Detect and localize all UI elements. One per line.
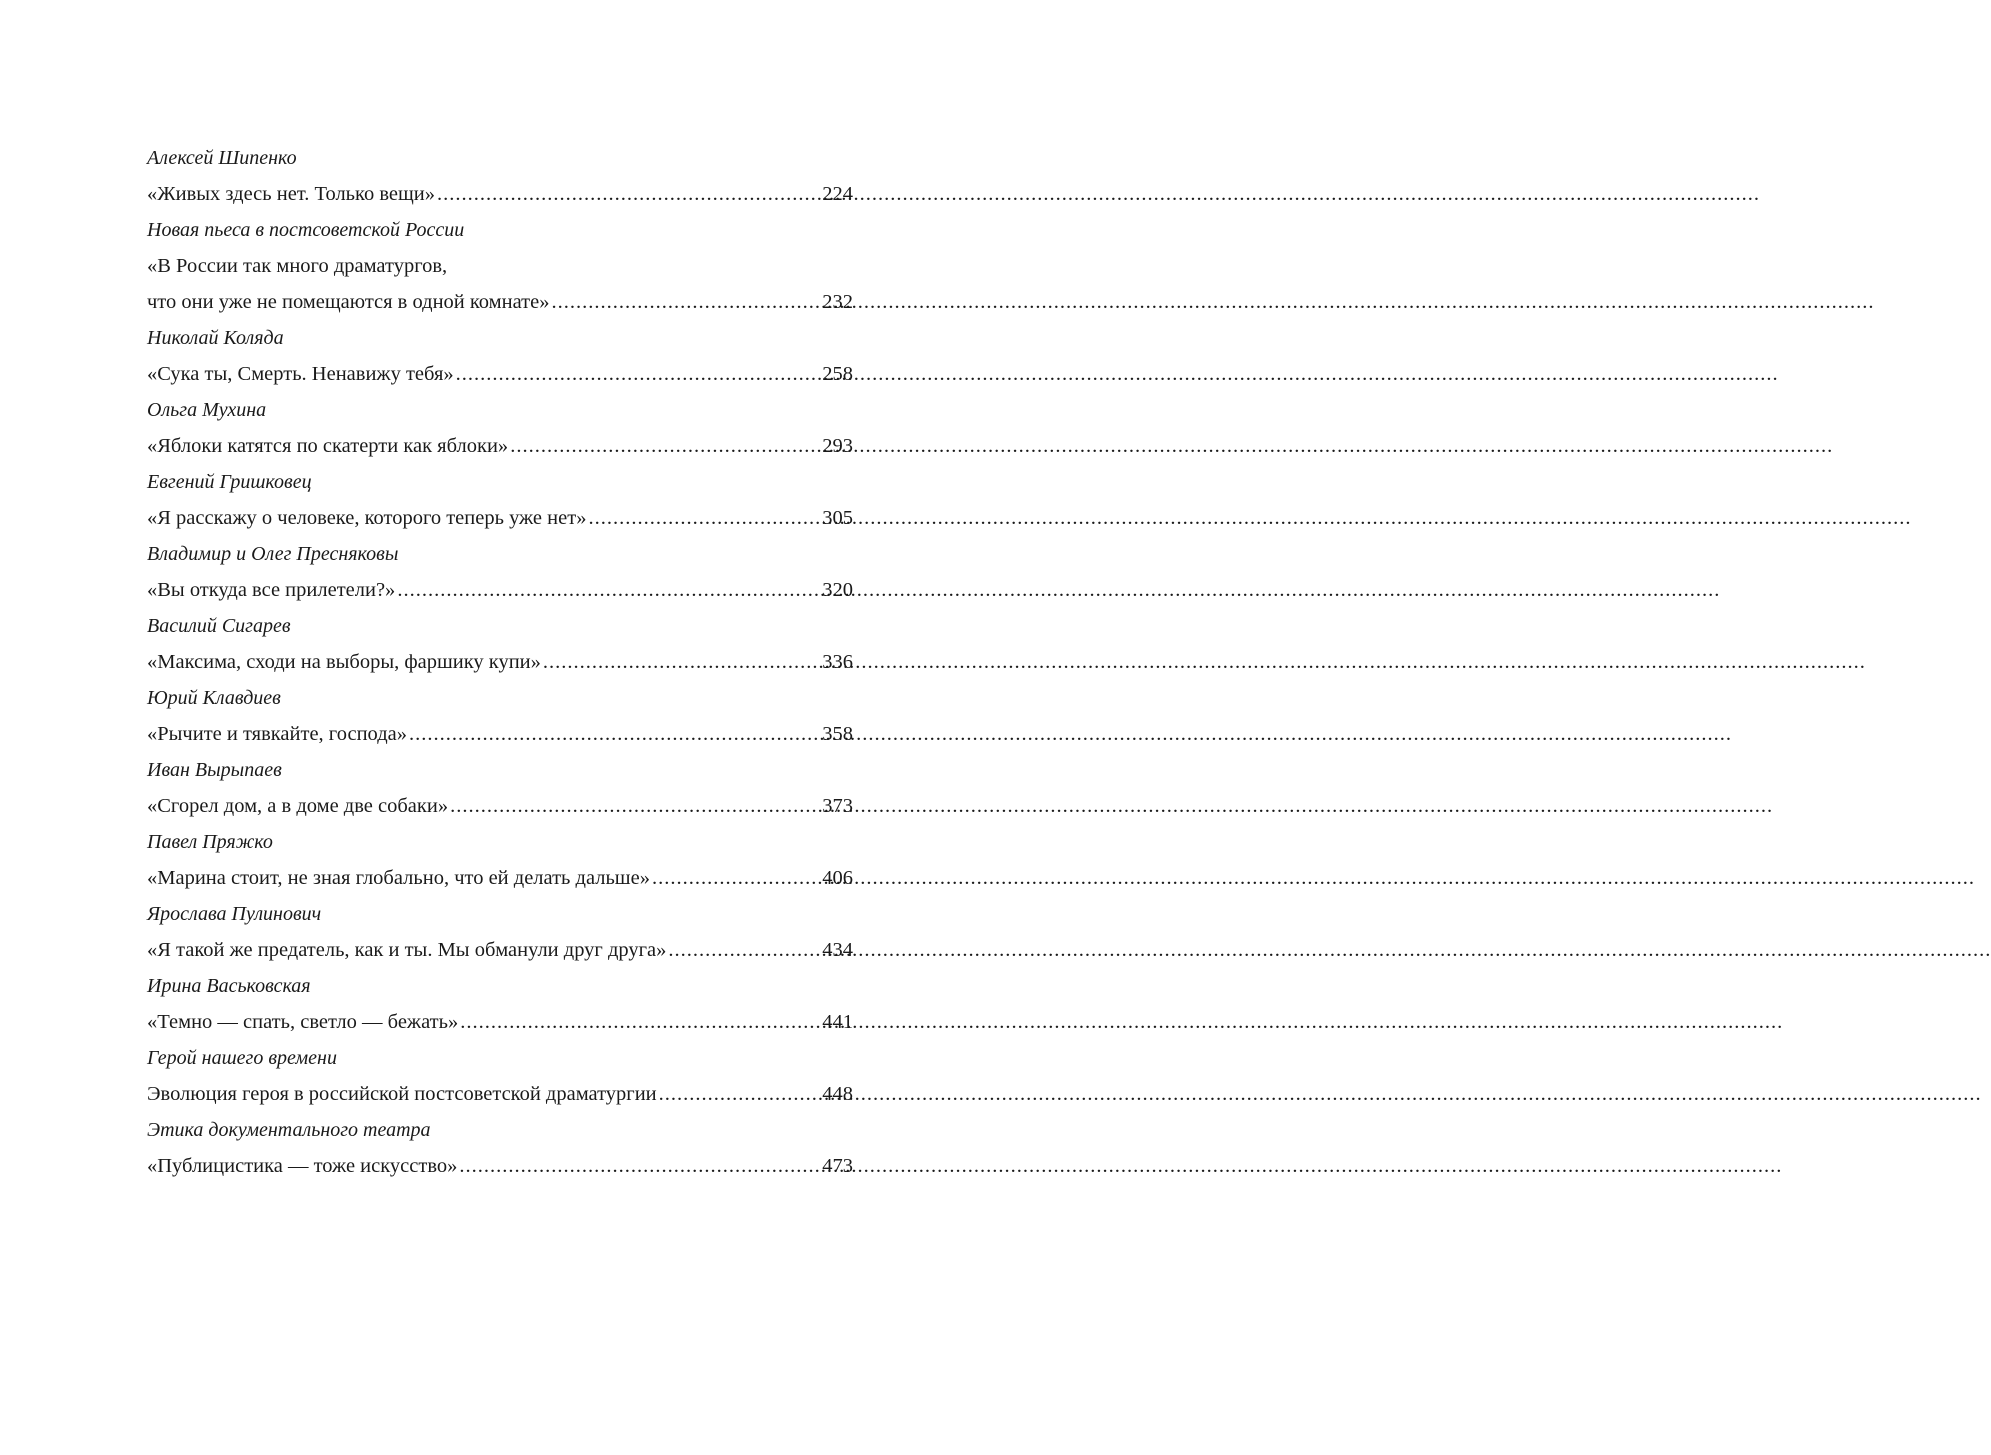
toc-author: Герой нашего времени — [147, 1047, 337, 1069]
toc-title: «Сука ты, Смерть. Ненавижу тебя» — [147, 363, 454, 385]
toc-entry — [147, 320, 853, 392]
toc-page-number: 293 — [822, 435, 853, 457]
toc-entry — [147, 608, 853, 680]
toc-title: «Публицистика — тоже искусство» — [147, 1155, 458, 1177]
toc-title: «Я расскажу о человеке, которого теперь уже нет» — [147, 507, 587, 529]
toc-author: Иван Вырыпаев — [147, 759, 282, 781]
dot-leader — [459, 1148, 820, 1184]
toc-line[interactable] — [147, 248, 853, 284]
toc-entry — [147, 140, 853, 212]
toc-title: «Сгорел дом, а в доме две собаки» — [147, 795, 449, 817]
toc-title: «Марина стоит, не зная глобально, что ей делать дальше» — [147, 867, 650, 889]
dot-leader — [450, 788, 820, 824]
toc-entry — [147, 536, 853, 608]
toc-line[interactable] — [147, 644, 853, 680]
toc-author: Ярослава Пулинович — [147, 903, 322, 925]
toc-line[interactable] — [147, 284, 853, 320]
dot-leader — [397, 572, 820, 608]
toc-author: Ирина Васьковская — [147, 975, 311, 997]
toc-page-number: 441 — [822, 1011, 853, 1033]
toc-line[interactable] — [147, 176, 853, 212]
toc-title: «Темно — спать, светло — бежать» — [147, 1011, 459, 1033]
dot-leader — [460, 1004, 820, 1040]
toc-entry — [147, 824, 853, 896]
toc-title: «Максима, сходи на выборы, фаршику купи» — [147, 651, 541, 673]
dot-leader — [409, 716, 820, 752]
toc-line[interactable] — [147, 500, 853, 536]
toc-line[interactable] — [147, 932, 853, 968]
toc-author: Новая пьеса в постсоветской России — [147, 219, 465, 241]
toc-author: Василий Сигарев — [147, 615, 291, 637]
toc-entry — [147, 392, 853, 464]
toc-line[interactable] — [147, 1004, 853, 1040]
toc-line[interactable] — [147, 1148, 853, 1184]
toc-entry — [147, 968, 853, 1040]
toc-page-number: 406 — [822, 867, 853, 889]
toc-entry — [147, 752, 853, 824]
table-of-contents — [147, 140, 853, 1184]
toc-title: «Я такой же предатель, как и ты. Мы обманули друг друга» — [147, 939, 667, 961]
toc-entry — [147, 1040, 853, 1112]
toc-entry — [147, 212, 853, 320]
dot-leader — [652, 860, 820, 896]
toc-line[interactable] — [147, 716, 853, 752]
toc-title: «Рычите и тявкайте, господа» — [147, 723, 407, 745]
toc-page-number: 434 — [822, 939, 853, 961]
toc-page-number: 358 — [822, 723, 853, 745]
toc-author: Алексей Шипенко — [147, 147, 297, 169]
toc-page-number: 224 — [822, 183, 853, 205]
toc-author: Николай Коляда — [147, 327, 284, 349]
toc-entry — [147, 464, 853, 536]
toc-line[interactable] — [147, 428, 853, 464]
toc-page-number: 473 — [822, 1155, 853, 1177]
toc-line[interactable] — [147, 788, 853, 824]
toc-author: Евгений Гришковец — [147, 471, 312, 493]
toc-page-number: 305 — [822, 507, 853, 529]
dot-leader — [543, 644, 820, 680]
toc-line[interactable] — [147, 860, 853, 896]
toc-entry — [147, 680, 853, 752]
toc-title: что они уже не помещаются в одной комнате» — [147, 291, 550, 313]
toc-page-number: 232 — [822, 291, 853, 313]
toc-title: «В России так много драматургов, — [147, 255, 448, 277]
dot-leader — [659, 1076, 821, 1112]
toc-page-number: 258 — [822, 363, 853, 385]
dot-leader — [668, 932, 820, 968]
toc-line[interactable] — [147, 1076, 853, 1112]
dot-leader — [456, 356, 821, 392]
toc-page-number: 336 — [822, 651, 853, 673]
toc-entry — [147, 896, 853, 968]
dot-leader — [551, 284, 820, 320]
toc-author: Этика документального театра — [147, 1119, 431, 1141]
toc-page-number: 373 — [822, 795, 853, 817]
toc-page-number: 320 — [822, 579, 853, 601]
toc-author: Юрий Клавдиев — [147, 687, 281, 709]
toc-line[interactable] — [147, 572, 853, 608]
toc-line[interactable] — [147, 356, 853, 392]
dot-leader — [510, 428, 820, 464]
toc-title: Эволюция героя в российской постсоветской драматургии — [147, 1083, 657, 1105]
dot-leader — [437, 176, 820, 212]
toc-entry — [147, 1112, 853, 1184]
toc-author: Ольга Мухина — [147, 399, 267, 421]
toc-author: Владимир и Олег Пресняковы — [147, 543, 399, 565]
toc-title: «Вы откуда все прилетели?» — [147, 579, 396, 601]
toc-author: Павел Пряжко — [147, 831, 273, 853]
dot-leader — [588, 500, 820, 536]
toc-title: «Живых здесь нет. Только вещи» — [147, 183, 435, 205]
toc-page-number: 448 — [822, 1083, 853, 1105]
toc-title: «Яблоки катятся по скатерти как яблоки» — [147, 435, 509, 457]
